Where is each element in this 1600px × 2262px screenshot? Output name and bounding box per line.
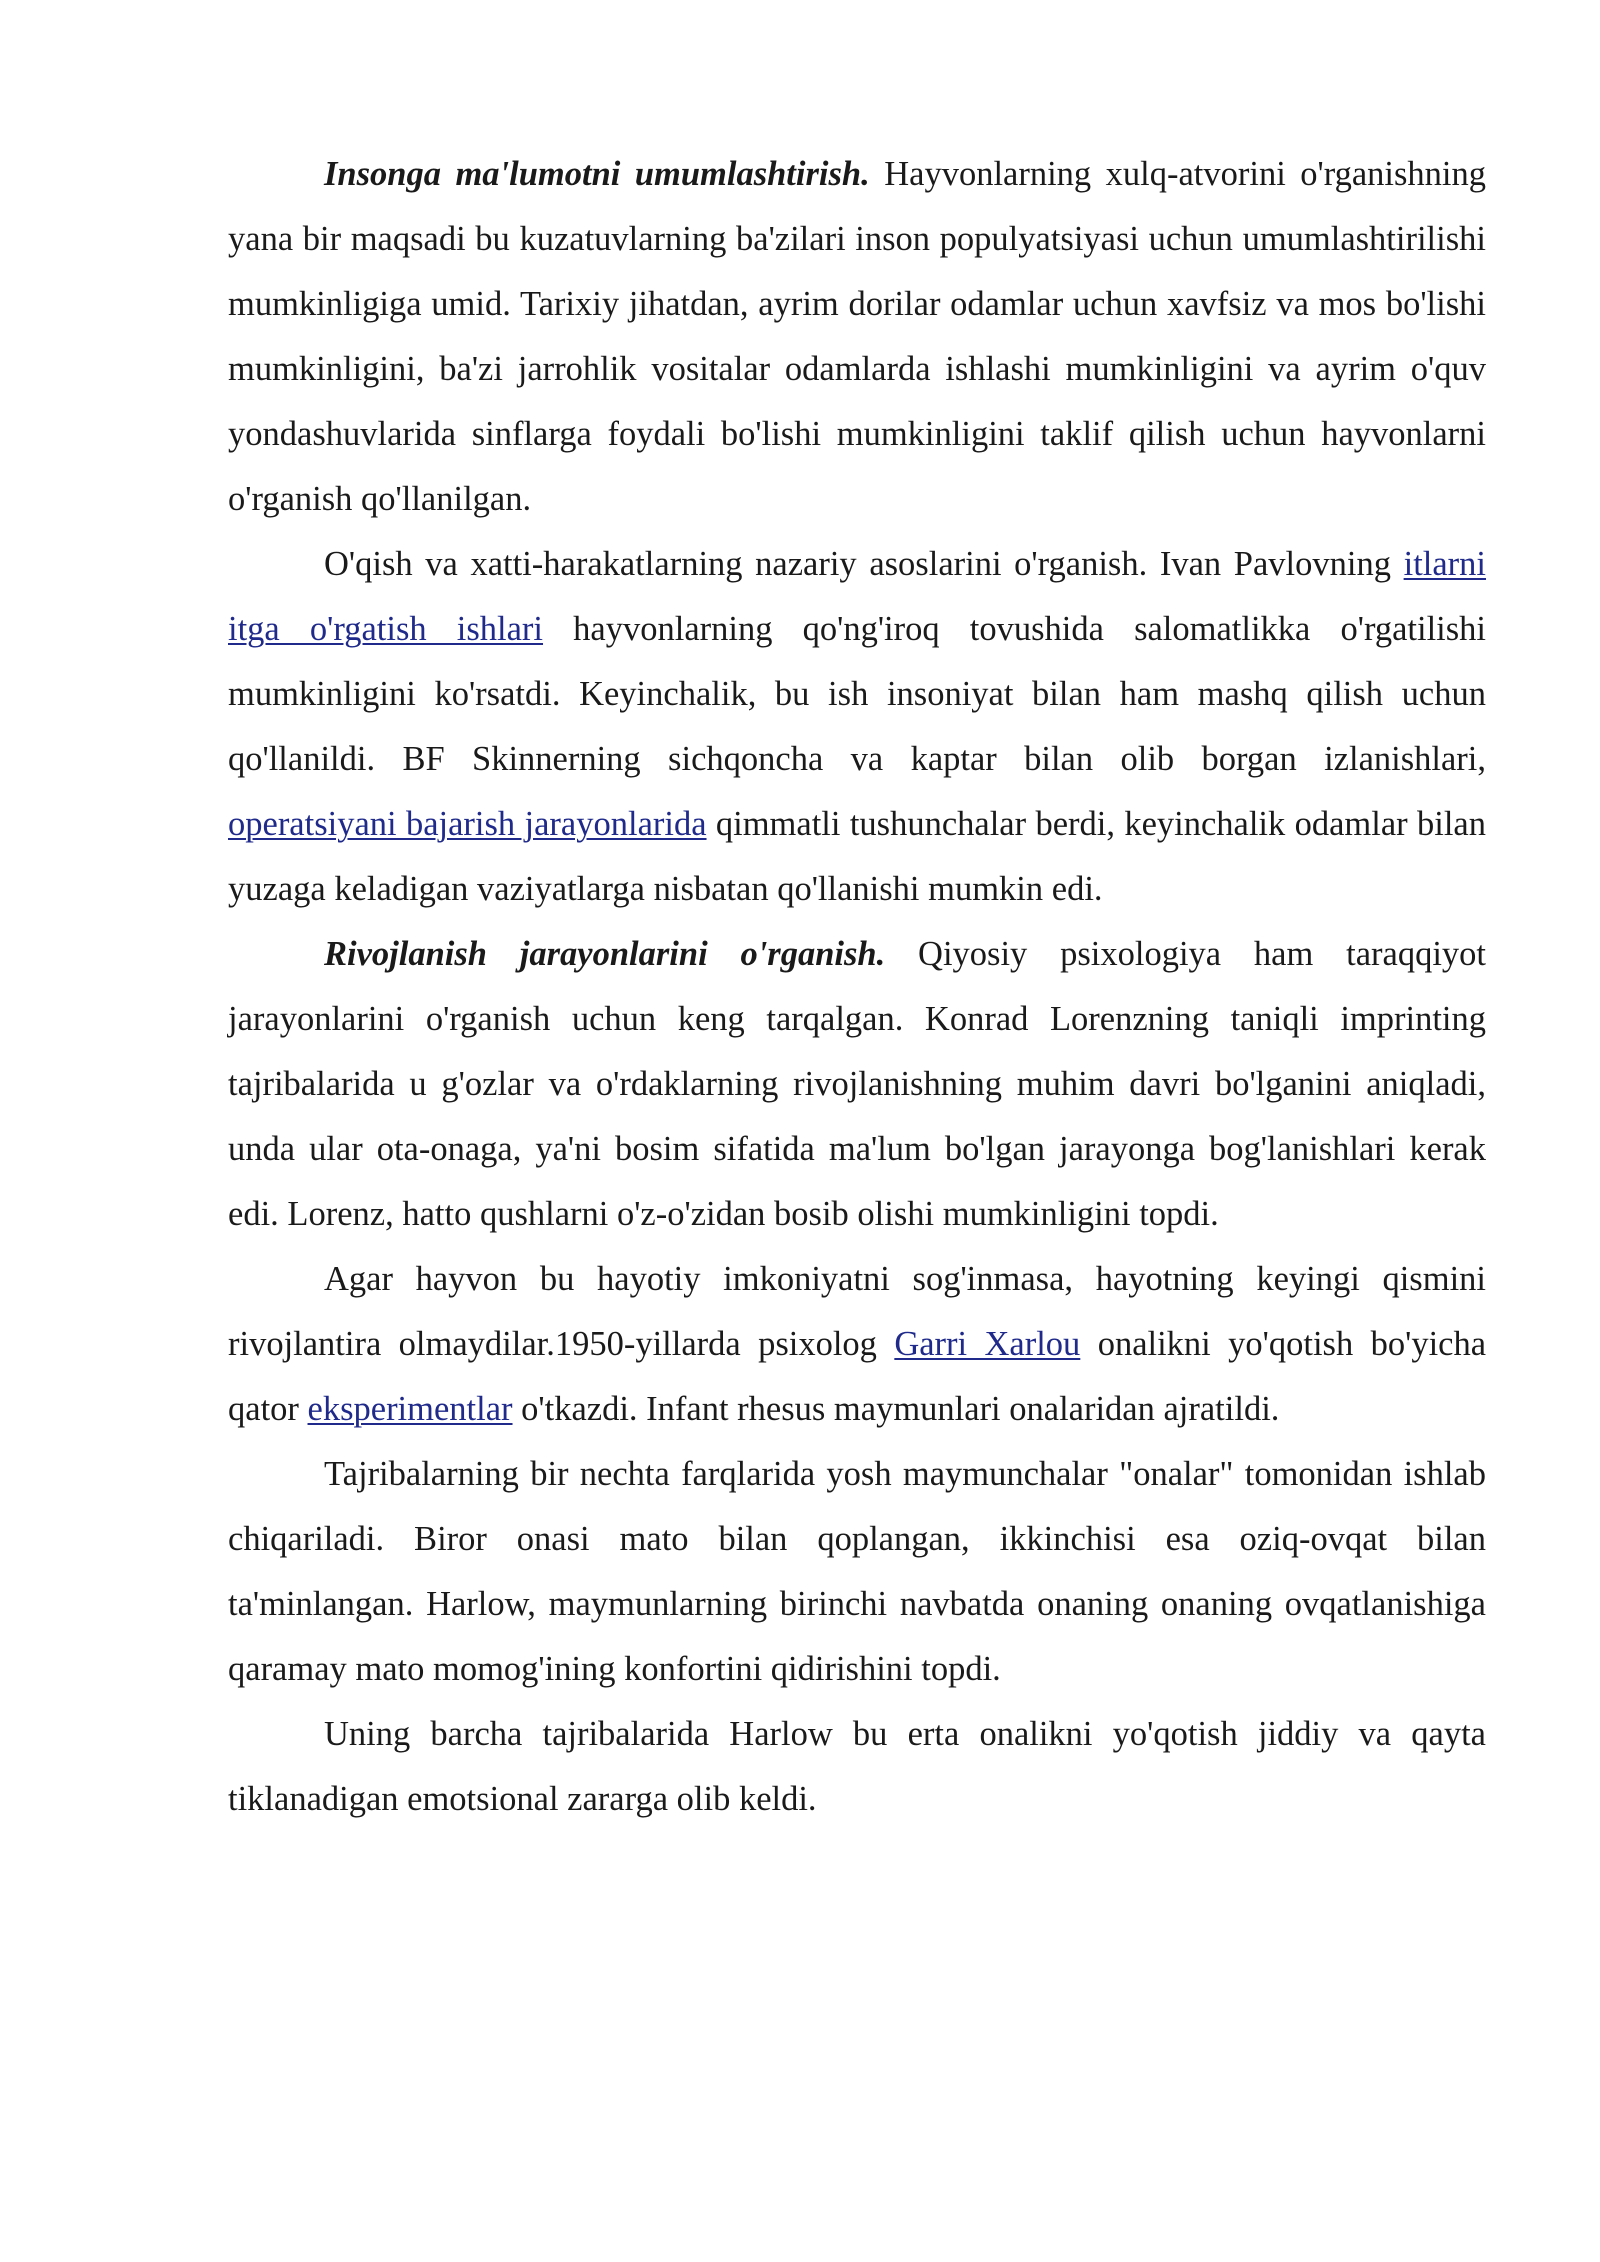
paragraph-text: Tajribalarning bir nechta farqlarida yosh maymunchalar "onalar" tomonidan ishlab chiqariladi. Biror onasi mato bilan qoplangan, ikkinchisi esa oziq-ovqat bilan ta'minlangan. Harlow, maymunlarning birinchi navbatda onaning onaning ovqatlanishiga qaramay mato momog'ining konfortini qidirishini topdi.: [228, 1455, 1486, 1688]
paragraph-lead-heading: Insonga ma'lumotni umumlashtirish.: [324, 155, 870, 193]
link-harry-harlow[interactable]: Garri Xarlou: [894, 1325, 1081, 1363]
paragraph-text: Qiyosiy psixologiya ham taraqqiyot jarayonlarini o'rganish uchun keng tarqalgan. Konrad Lorenzning taniqli imprinting tajribalarida u g'ozlar va o'rdaklarning rivojlanishning muhim davri bo'lganini aniqladi, unda ular ota-onaga, ya'ni bosim sifatida ma'lum bo'lgan jarayonga bog'lanishlari kerak edi. Lorenz, hatto qushlarni o'z-o'zidan bosib olishi mumkinligini topdi.: [228, 935, 1486, 1233]
paragraph-generalization: [228, 142, 1486, 532]
link-pavlov-dog-training[interactable]: itlarni itga o'rgatish ishlari: [228, 545, 1487, 648]
paragraph-text: Agar hayvon bu hayotiy imkoniyatni sog'inmasa, hayotning keyingi qismini rivojlantira olmaydilar.1950-yillarda psixolog: [228, 1260, 1486, 1363]
link-operant-conditioning[interactable]: operatsiyani bajarish jarayonlarida: [228, 805, 707, 843]
paragraph-text: O'qish va xatti-harakatlarning nazariy asoslarini o'rganish. Ivan Pavlovning: [324, 545, 1391, 583]
paragraph-text: qimmatli tushunchalar berdi, keyinchalik odamlar bilan yuzaga keladigan vaziyatlarga nisbatan qo'llanishi mumkin edi.: [228, 805, 1486, 908]
paragraph-development: [228, 922, 1486, 1247]
paragraph-harlow-findings: [228, 1442, 1486, 1702]
document-body: [228, 142, 1486, 1832]
paragraph-text: o'tkazdi. Infant rhesus maymunlari onalaridan ajratildi.: [521, 1390, 1280, 1428]
paragraph-learning-theory: [228, 532, 1486, 922]
paragraph-text: Hayvonlarning xulq-atvorini o'rganishning yana bir maqsadi bu kuzatuvlarning ba'zilari inson populyatsiyasi uchun umumlashtirilishi mumkinligiga umid. Tarixiy jihatdan, ayrim dorilar odamlar uchun xavfsiz va mos bo'lishi mumkinligini, ba'zi jarrohlik vositalar odamlarda ishlashi mumkinligini va ayrim o'quv yondashuvlarida sinflarga foydali bo'lishi mumkinligini taklif qilish uchun hayvonlarni o'rganish qo'llanilgan.: [228, 155, 1486, 518]
paragraph-conclusion: [228, 1702, 1486, 1832]
paragraph-text: Uning barcha tajribalarida Harlow bu erta onalikni yo'qotish jiddiy va qayta tiklanadigan emotsional zararga olib keldi.: [228, 1715, 1486, 1818]
link-experiments[interactable]: eksperimentlar: [307, 1390, 513, 1428]
paragraph-harlow-intro: [228, 1247, 1486, 1442]
paragraph-lead-heading: Rivojlanish jarayonlarini o'rganish.: [324, 935, 886, 973]
paragraph-text: onalikni yo'qotish bo'yicha qator: [228, 1325, 1487, 1428]
paragraph-text: hayvonlarning qo'ng'iroq tovushida salomatlikka o'rgatilishi mumkinligini ko'rsatdi. Keyinchalik, bu ish insoniyat bilan ham mashq qilish uchun qo'llanildi. BF Skinnerning sichqoncha va kaptar bilan olib borgan izlanishlari,: [228, 610, 1486, 778]
